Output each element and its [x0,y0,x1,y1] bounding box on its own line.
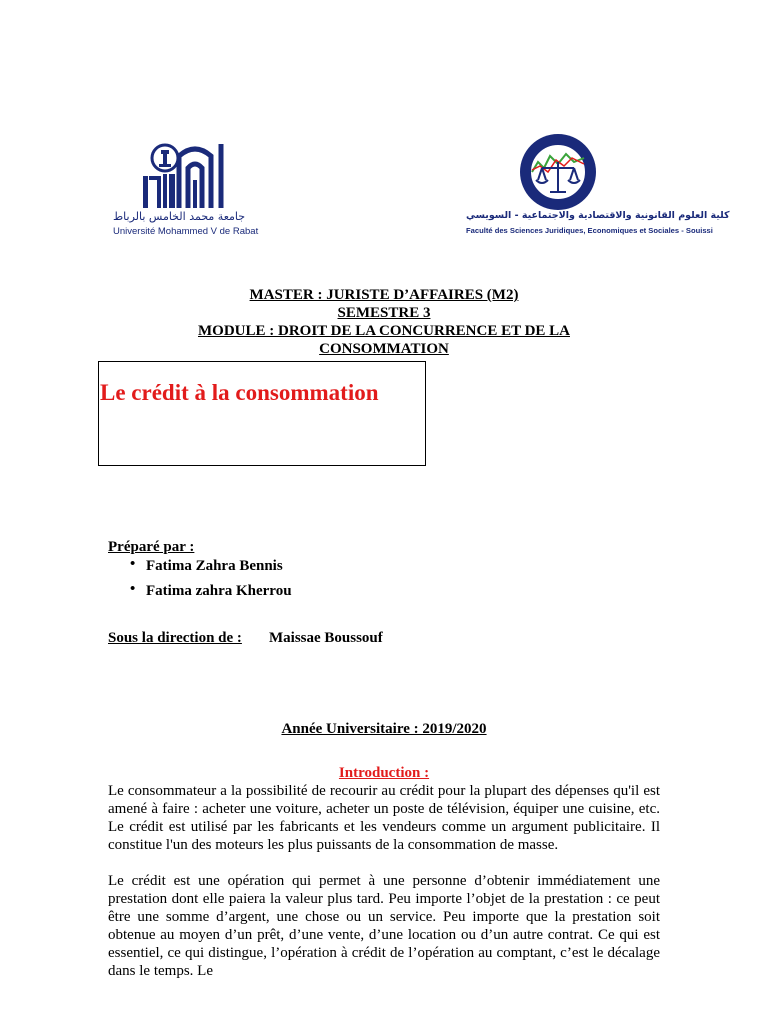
university-caption-arabic: جامعة محمد الخامس بالرباط [113,210,246,223]
master-heading: MASTER : JURISTE D’AFFAIRES (M2) [249,287,519,303]
author-name-2: Fatima zahra Kherrou [146,583,292,599]
author-name-1: Fatima Zahra Bennis [146,558,283,574]
faculty-logo [466,132,730,244]
document-title: Le crédit à la consommation [100,380,379,405]
university-logo [113,136,259,240]
module-heading-continued: CONSOMMATION [319,341,449,357]
introduction-paragraph-2: Le crédit est une opération qui permet à une personne d’obtenir immédiatement une prestation dont elle paiera la valeur plus tard. Peu importe l’objet de la prestation : ce peut être une somme d’argent, une chose ou un service. Peu importe que la prestation soit obtenue au moyen d’un prêt, d’une vente, d’une location ou d’un autre contrat. Ce qui est essentiel, ce qui distingue, l’opération à crédit de l’opération au comptant, c’est le décalage dans le temps. Le [108,873,660,979]
faculty-emblem-icon [466,132,656,212]
academic-year: Année Universitaire : 2019/2020 [281,721,487,737]
semester-heading: SEMESTRE 3 [337,305,431,321]
title-box [98,361,426,466]
faculty-caption-arabic: كلية العلوم القانونية والاقتصادية والاجتماعية - السويسي [466,210,730,221]
introduction-paragraph-1: Le consommateur a la possibilité de recourir au crédit pour la plupart des dépenses qu'il est amené à faire : acheter une voiture, acheter un poste de télévision, équiper une cuisine, etc. Le crédit est utilisé par les fabricants et les vendeurs comme un argument publicitaire. Il constitue l'un des moteurs les plus puissants de la consommation de masse. [108,783,660,853]
supervision-label: Sous la direction de : [108,630,242,646]
university-caption-french: Université Mohammed V de Rabat [113,226,259,237]
introduction-title: Introduction : [338,765,430,781]
university-emblem-icon [113,136,245,210]
module-heading: MODULE : DROIT DE LA CONCURRENCE ET DE LA [198,323,570,339]
supervisor-name: Maissae Boussouf [269,630,383,646]
bullet-icon: • [130,556,136,572]
faculty-caption-french: Faculté des Sciences Juridiques, Economiques et Sociales - Souissi [466,226,713,235]
bullet-icon: • [130,581,136,597]
prepared-by-label: Préparé par : [108,539,195,555]
